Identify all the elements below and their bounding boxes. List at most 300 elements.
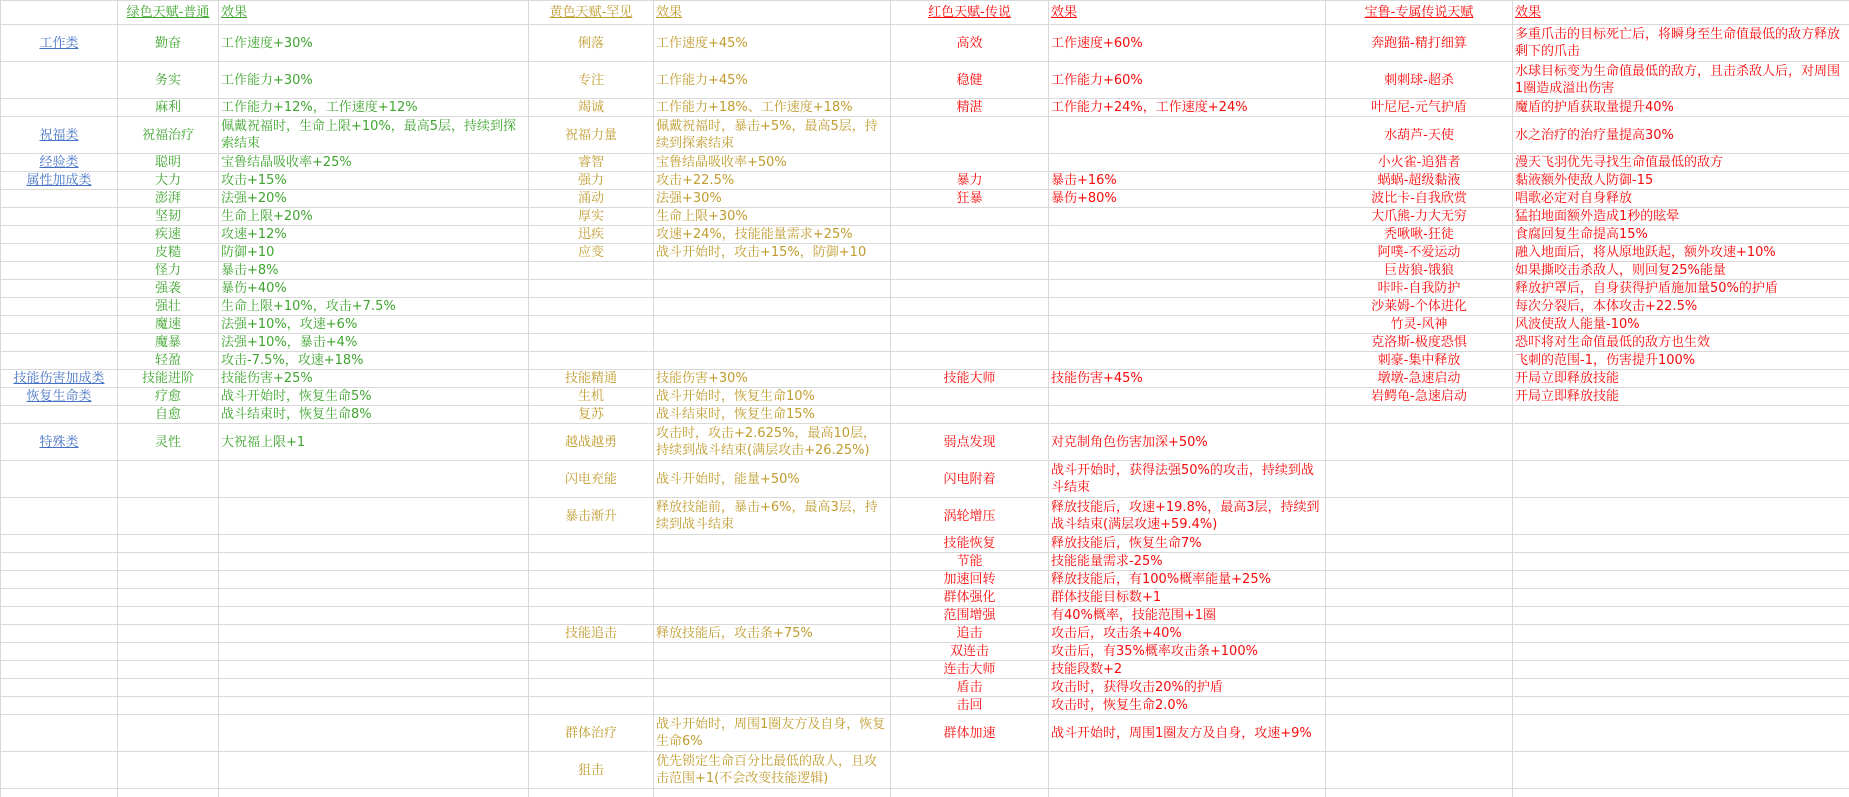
talent-effect-cell[interactable]: 技能伤害+30% xyxy=(654,370,891,388)
talent-effect-cell[interactable] xyxy=(219,535,529,553)
category-cell[interactable]: 经验类 xyxy=(1,154,118,172)
talent-effect-cell[interactable] xyxy=(1049,298,1326,316)
talent-effect-cell[interactable]: 漫天飞羽优先寻找生命值最低的敌方 xyxy=(1513,154,1849,172)
talent-effect-cell[interactable] xyxy=(1049,388,1326,406)
talent-name-cell[interactable]: 魔速 xyxy=(118,316,219,334)
talent-effect-cell[interactable]: 生命上限+20% xyxy=(219,208,529,226)
talent-name-cell[interactable] xyxy=(1326,643,1513,661)
talent-name-cell[interactable]: 技能进阶 xyxy=(118,370,219,388)
talent-effect-cell[interactable]: 宝鲁结晶吸收率+25% xyxy=(219,154,529,172)
talent-effect-cell[interactable] xyxy=(1513,789,1849,797)
talent-effect-cell[interactable] xyxy=(654,316,891,334)
talent-effect-cell[interactable]: 攻击+15% xyxy=(219,172,529,190)
talent-effect-cell[interactable]: 工作能力+12%，工作速度+12% xyxy=(219,99,529,117)
talent-name-cell[interactable] xyxy=(1326,697,1513,715)
corner-header-cell[interactable] xyxy=(1,1,118,25)
talent-effect-cell[interactable] xyxy=(1513,406,1849,424)
talent-name-cell[interactable]: 狂暴 xyxy=(891,190,1049,208)
talent-effect-cell[interactable] xyxy=(654,589,891,607)
talent-effect-cell[interactable]: 战斗开始时，恢复生命10% xyxy=(654,388,891,406)
talent-name-cell[interactable]: 秃啾啾-狂徒 xyxy=(1326,226,1513,244)
talent-effect-cell[interactable] xyxy=(654,535,891,553)
talent-name-cell[interactable] xyxy=(1326,589,1513,607)
talent-name-cell[interactable]: 群体加速 xyxy=(891,715,1049,752)
talent-effect-cell[interactable] xyxy=(654,679,891,697)
talent-effect-cell[interactable]: 法强+30% xyxy=(654,190,891,208)
talent-name-cell[interactable]: 疾速 xyxy=(118,226,219,244)
category-cell[interactable] xyxy=(1,461,118,498)
talent-effect-cell[interactable]: 技能能量需求-25% xyxy=(1049,553,1326,571)
talent-effect-cell[interactable]: 优先锁定生命百分比最低的敌人，且攻击范围+1(不会改变技能逻辑) xyxy=(654,752,891,789)
talent-name-cell[interactable]: 应变 xyxy=(529,244,654,262)
category-cell[interactable] xyxy=(1,498,118,535)
talent-name-cell[interactable]: 波比卡-自我欣赏 xyxy=(1326,190,1513,208)
talent-name-cell[interactable]: 轻盈 xyxy=(118,352,219,370)
talent-name-cell[interactable]: 沙莱姆-个体进化 xyxy=(1326,298,1513,316)
talent-name-cell[interactable] xyxy=(529,643,654,661)
talent-effect-cell[interactable] xyxy=(1049,789,1326,797)
talent-effect-cell[interactable] xyxy=(1513,553,1849,571)
talent-name-cell[interactable] xyxy=(891,226,1049,244)
talent-effect-cell[interactable]: 工作速度+45% xyxy=(654,25,891,62)
talent-name-cell[interactable]: 暴力 xyxy=(891,172,1049,190)
talent-name-cell[interactable]: 强力 xyxy=(529,172,654,190)
talent-name-cell[interactable] xyxy=(891,388,1049,406)
column-header-cell[interactable]: 红色天赋-传说 xyxy=(891,1,1049,25)
talent-name-cell[interactable] xyxy=(891,280,1049,298)
talent-name-cell[interactable] xyxy=(1326,571,1513,589)
talent-name-cell[interactable] xyxy=(891,208,1049,226)
talent-name-cell[interactable] xyxy=(891,334,1049,352)
talent-effect-cell[interactable]: 魔盾的护盾获取量提升40% xyxy=(1513,99,1849,117)
talent-effect-cell[interactable]: 攻速+24%，技能能量需求+25% xyxy=(654,226,891,244)
talent-name-cell[interactable] xyxy=(118,589,219,607)
talent-effect-cell[interactable] xyxy=(654,262,891,280)
talent-name-cell[interactable]: 睿智 xyxy=(529,154,654,172)
talent-effect-cell[interactable] xyxy=(1049,117,1326,154)
column-header-cell[interactable]: 绿色天赋-普通 xyxy=(118,1,219,25)
talent-effect-cell[interactable] xyxy=(654,697,891,715)
talent-name-cell[interactable] xyxy=(529,280,654,298)
column-header-cell[interactable]: 效果 xyxy=(219,1,529,25)
talent-name-cell[interactable]: 复苏 xyxy=(529,406,654,424)
talent-name-cell[interactable] xyxy=(891,244,1049,262)
talent-name-cell[interactable] xyxy=(529,571,654,589)
talent-name-cell[interactable]: 怪力 xyxy=(118,262,219,280)
category-cell[interactable] xyxy=(1,99,118,117)
talent-effect-cell[interactable]: 攻击+22.5% xyxy=(654,172,891,190)
category-cell[interactable] xyxy=(1,697,118,715)
talent-effect-cell[interactable]: 飞刺的范围-1，伤害提升100% xyxy=(1513,352,1849,370)
talent-name-cell[interactable] xyxy=(891,352,1049,370)
talent-name-cell[interactable] xyxy=(891,298,1049,316)
talent-effect-cell[interactable]: 战斗结束时，恢复生命8% xyxy=(219,406,529,424)
talent-name-cell[interactable] xyxy=(1326,461,1513,498)
column-header-cell[interactable]: 宝鲁-专属传说天赋 xyxy=(1326,1,1513,25)
column-header-cell[interactable]: 效果 xyxy=(1513,1,1849,25)
talent-effect-cell[interactable]: 法强+10%，攻速+6% xyxy=(219,316,529,334)
talent-name-cell[interactable]: 击回 xyxy=(891,697,1049,715)
talent-effect-cell[interactable]: 攻击-7.5%，攻速+18% xyxy=(219,352,529,370)
category-cell[interactable] xyxy=(1,262,118,280)
talent-name-cell[interactable]: 水葫芦-天使 xyxy=(1326,117,1513,154)
talent-name-cell[interactable] xyxy=(891,262,1049,280)
talent-name-cell[interactable]: 大爪熊-力大无穷 xyxy=(1326,208,1513,226)
talent-effect-cell[interactable]: 如果撕咬击杀敌人，则回复25%能量 xyxy=(1513,262,1849,280)
talent-effect-cell[interactable]: 水之治疗的治疗量提高30% xyxy=(1513,117,1849,154)
talent-name-cell[interactable]: 加速回转 xyxy=(891,571,1049,589)
talent-effect-cell[interactable] xyxy=(1049,752,1326,789)
talent-effect-cell[interactable]: 唱歌必定对自身释放 xyxy=(1513,190,1849,208)
talent-effect-cell[interactable]: 融入地面后，将从原地跃起，额外攻速+10% xyxy=(1513,244,1849,262)
talent-effect-cell[interactable] xyxy=(1513,424,1849,461)
talent-effect-cell[interactable] xyxy=(219,589,529,607)
talent-name-cell[interactable] xyxy=(118,535,219,553)
talent-effect-cell[interactable] xyxy=(1049,262,1326,280)
talent-name-cell[interactable]: 弱点发现 xyxy=(891,424,1049,461)
talent-effect-cell[interactable] xyxy=(1513,535,1849,553)
category-cell[interactable] xyxy=(1,535,118,553)
talent-effect-cell[interactable] xyxy=(219,553,529,571)
talent-name-cell[interactable]: 灵性 xyxy=(118,424,219,461)
talent-name-cell[interactable]: 连击大师 xyxy=(891,661,1049,679)
talent-effect-cell[interactable] xyxy=(1513,679,1849,697)
talent-effect-cell[interactable] xyxy=(1513,571,1849,589)
talent-effect-cell[interactable]: 每次分裂后，本体攻击+22.5% xyxy=(1513,298,1849,316)
talent-name-cell[interactable] xyxy=(1326,789,1513,797)
talent-name-cell[interactable]: 魔暴 xyxy=(118,334,219,352)
talent-effect-cell[interactable]: 工作能力+45% xyxy=(654,62,891,99)
talent-name-cell[interactable]: 克洛斯-极度恐惧 xyxy=(1326,334,1513,352)
talent-effect-cell[interactable]: 风波使敌人能量-10% xyxy=(1513,316,1849,334)
talent-effect-cell[interactable] xyxy=(1049,208,1326,226)
talent-effect-cell[interactable]: 战斗开始时，周围1圈友方及自身，恢复生命6% xyxy=(654,715,891,752)
category-cell[interactable]: 技能伤害加成类 xyxy=(1,370,118,388)
talent-name-cell[interactable]: 小火雀-追猎者 xyxy=(1326,154,1513,172)
talent-name-cell[interactable] xyxy=(529,661,654,679)
talent-effect-cell[interactable]: 水球目标变为生命值最低的敌方，且击杀敌人后，对周围1圈造成溢出伤害 xyxy=(1513,62,1849,99)
category-cell[interactable] xyxy=(1,190,118,208)
talent-name-cell[interactable]: 强袭 xyxy=(118,280,219,298)
talent-name-cell[interactable] xyxy=(1326,661,1513,679)
column-header-cell[interactable]: 黄色天赋-罕见 xyxy=(529,1,654,25)
talent-effect-cell[interactable]: 攻击时，获得攻击20%的护盾 xyxy=(1049,679,1326,697)
talent-name-cell[interactable] xyxy=(891,316,1049,334)
talent-name-cell[interactable]: 涌动 xyxy=(529,190,654,208)
talent-name-cell[interactable]: 越战越勇 xyxy=(529,424,654,461)
talent-effect-cell[interactable]: 工作速度+30% xyxy=(219,25,529,62)
talent-effect-cell[interactable] xyxy=(654,607,891,625)
talent-effect-cell[interactable]: 战斗开始时，攻击+15%，防御+10 xyxy=(654,244,891,262)
talent-name-cell[interactable] xyxy=(529,789,654,797)
talent-effect-cell[interactable]: 释放技能后，攻速+19.8%，最高3层，持续到战斗结束(满层攻速+59.4%) xyxy=(1049,498,1326,535)
talent-name-cell[interactable]: 迅疾 xyxy=(529,226,654,244)
talent-name-cell[interactable] xyxy=(118,752,219,789)
talent-effect-cell[interactable]: 黏液额外使敌人防御-15 xyxy=(1513,172,1849,190)
talent-name-cell[interactable] xyxy=(1326,625,1513,643)
category-cell[interactable] xyxy=(1,208,118,226)
talent-name-cell[interactable] xyxy=(1326,424,1513,461)
talent-effect-cell[interactable]: 攻击后，有35%概率攻击条+100% xyxy=(1049,643,1326,661)
talent-effect-cell[interactable]: 工作能力+24%，工作速度+24% xyxy=(1049,99,1326,117)
column-header-cell[interactable]: 效果 xyxy=(1049,1,1326,25)
category-cell[interactable] xyxy=(1,406,118,424)
talent-effect-cell[interactable]: 宝鲁结晶吸收率+50% xyxy=(654,154,891,172)
talent-effect-cell[interactable]: 暴击+8% xyxy=(219,262,529,280)
talent-name-cell[interactable]: 竭诚 xyxy=(529,99,654,117)
talent-name-cell[interactable] xyxy=(529,316,654,334)
talent-effect-cell[interactable] xyxy=(219,643,529,661)
talent-effect-cell[interactable]: 暴伤+40% xyxy=(219,280,529,298)
talent-effect-cell[interactable] xyxy=(1513,715,1849,752)
talent-name-cell[interactable] xyxy=(118,697,219,715)
talent-name-cell[interactable]: 巨齿狼-饿狼 xyxy=(1326,262,1513,280)
talent-effect-cell[interactable]: 恐吓将对生命值最低的敌方也生效 xyxy=(1513,334,1849,352)
talent-effect-cell[interactable]: 攻击时，攻击+2.625%，最高10层，持续到战斗结束(满层攻击+26.25%) xyxy=(654,424,891,461)
talent-name-cell[interactable]: 高效 xyxy=(891,25,1049,62)
category-cell[interactable] xyxy=(1,571,118,589)
talent-name-cell[interactable]: 墩墩-急速启动 xyxy=(1326,370,1513,388)
talent-name-cell[interactable]: 务实 xyxy=(118,62,219,99)
talent-effect-cell[interactable] xyxy=(219,715,529,752)
talent-effect-cell[interactable]: 佩戴祝福时，生命上限+10%，最高5层，持续到探索结束 xyxy=(219,117,529,154)
talent-name-cell[interactable] xyxy=(118,789,219,797)
talent-effect-cell[interactable]: 暴击+16% xyxy=(1049,172,1326,190)
category-cell[interactable] xyxy=(1,661,118,679)
talent-effect-cell[interactable] xyxy=(1513,498,1849,535)
category-cell[interactable]: 属性加成类 xyxy=(1,172,118,190)
category-cell[interactable]: 恢复生命类 xyxy=(1,388,118,406)
category-cell[interactable] xyxy=(1,316,118,334)
talent-effect-cell[interactable]: 攻速+12% xyxy=(219,226,529,244)
talent-effect-cell[interactable]: 生命上限+10%，攻击+7.5% xyxy=(219,298,529,316)
talent-effect-cell[interactable]: 佩戴祝福时，暴击+5%，最高5层，持续到探索结束 xyxy=(654,117,891,154)
talent-effect-cell[interactable]: 战斗开始时，周围1圈友方及自身，攻速+9% xyxy=(1049,715,1326,752)
talent-effect-cell[interactable]: 法强+10%，暴击+4% xyxy=(219,334,529,352)
talent-effect-cell[interactable]: 技能伤害+25% xyxy=(219,370,529,388)
talent-name-cell[interactable]: 群体治疗 xyxy=(529,715,654,752)
talent-effect-cell[interactable]: 开局立即释放技能 xyxy=(1513,388,1849,406)
talent-name-cell[interactable]: 厚实 xyxy=(529,208,654,226)
category-cell[interactable]: 特殊类 xyxy=(1,424,118,461)
category-cell[interactable] xyxy=(1,715,118,752)
talent-name-cell[interactable] xyxy=(1326,752,1513,789)
talent-effect-cell[interactable] xyxy=(1049,406,1326,424)
talent-name-cell[interactable]: 竹灵-风神 xyxy=(1326,316,1513,334)
talent-effect-cell[interactable]: 有40%概率，技能范围+1圈 xyxy=(1049,607,1326,625)
talent-effect-cell[interactable]: 释放技能后，有100%概率能量+25% xyxy=(1049,571,1326,589)
talent-name-cell[interactable]: 大力 xyxy=(118,172,219,190)
talent-effect-cell[interactable] xyxy=(1513,697,1849,715)
talent-name-cell[interactable] xyxy=(529,352,654,370)
talent-name-cell[interactable] xyxy=(118,498,219,535)
talent-effect-cell[interactable] xyxy=(1513,643,1849,661)
talent-effect-cell[interactable]: 开局立即释放技能 xyxy=(1513,370,1849,388)
talent-name-cell[interactable] xyxy=(1326,679,1513,697)
talent-effect-cell[interactable]: 对克制角色伤害加深+50% xyxy=(1049,424,1326,461)
talent-name-cell[interactable]: 闪电附着 xyxy=(891,461,1049,498)
talent-name-cell[interactable]: 专注 xyxy=(529,62,654,99)
talent-name-cell[interactable]: 刺刺球-超杀 xyxy=(1326,62,1513,99)
talent-name-cell[interactable]: 澎湃 xyxy=(118,190,219,208)
category-cell[interactable] xyxy=(1,244,118,262)
talent-effect-cell[interactable]: 攻击时，恢复生命2.0% xyxy=(1049,697,1326,715)
talent-name-cell[interactable]: 狙击 xyxy=(529,752,654,789)
talent-name-cell[interactable]: 技能精通 xyxy=(529,370,654,388)
category-cell[interactable] xyxy=(1,607,118,625)
talent-name-cell[interactable] xyxy=(891,406,1049,424)
talent-name-cell[interactable]: 稳健 xyxy=(891,62,1049,99)
talent-name-cell[interactable] xyxy=(1326,715,1513,752)
talent-effect-cell[interactable] xyxy=(1049,154,1326,172)
talent-name-cell[interactable]: 俐落 xyxy=(529,25,654,62)
talent-effect-cell[interactable] xyxy=(1049,280,1326,298)
talent-name-cell[interactable]: 群体强化 xyxy=(891,589,1049,607)
talent-name-cell[interactable]: 技能恢复 xyxy=(891,535,1049,553)
talent-name-cell[interactable] xyxy=(529,262,654,280)
talent-effect-cell[interactable]: 多重爪击的目标死亡后，将瞬身至生命值最低的敌方释放剩下的爪击 xyxy=(1513,25,1849,62)
talent-name-cell[interactable]: 追击 xyxy=(891,625,1049,643)
talent-name-cell[interactable] xyxy=(118,625,219,643)
category-cell[interactable] xyxy=(1,226,118,244)
talent-effect-cell[interactable] xyxy=(219,661,529,679)
talent-name-cell[interactable]: 节能 xyxy=(891,553,1049,571)
talent-effect-cell[interactable] xyxy=(654,571,891,589)
category-cell[interactable] xyxy=(1,752,118,789)
talent-effect-cell[interactable]: 技能伤害+45% xyxy=(1049,370,1326,388)
talent-name-cell[interactable] xyxy=(118,679,219,697)
talent-name-cell[interactable]: 阿噗-不爱运动 xyxy=(1326,244,1513,262)
talent-name-cell[interactable] xyxy=(1326,607,1513,625)
talent-effect-cell[interactable]: 释放技能后，恢复生命7% xyxy=(1049,535,1326,553)
talent-name-cell[interactable] xyxy=(1326,498,1513,535)
talent-effect-cell[interactable] xyxy=(219,697,529,715)
talent-effect-cell[interactable]: 生命上限+30% xyxy=(654,208,891,226)
category-cell[interactable] xyxy=(1,280,118,298)
talent-name-cell[interactable]: 闪电充能 xyxy=(529,461,654,498)
talent-effect-cell[interactable] xyxy=(219,789,529,797)
talent-name-cell[interactable]: 咔咔-自我防护 xyxy=(1326,280,1513,298)
talent-effect-cell[interactable] xyxy=(219,461,529,498)
talent-effect-cell[interactable] xyxy=(219,571,529,589)
talent-effect-cell[interactable]: 技能段数+2 xyxy=(1049,661,1326,679)
talent-name-cell[interactable]: 祝福力量 xyxy=(529,117,654,154)
talent-name-cell[interactable]: 涡轮增压 xyxy=(891,498,1049,535)
talent-name-cell[interactable]: 祝福治疗 xyxy=(118,117,219,154)
talent-effect-cell[interactable] xyxy=(654,280,891,298)
category-cell[interactable] xyxy=(1,553,118,571)
talent-effect-cell[interactable]: 工作能力+60% xyxy=(1049,62,1326,99)
talent-name-cell[interactable]: 暴击渐升 xyxy=(529,498,654,535)
talent-effect-cell[interactable] xyxy=(1049,244,1326,262)
talent-name-cell[interactable]: 奔跑猫-精打细算 xyxy=(1326,25,1513,62)
talent-name-cell[interactable] xyxy=(529,679,654,697)
talent-name-cell[interactable]: 岩鳄龟-急速启动 xyxy=(1326,388,1513,406)
talent-effect-cell[interactable] xyxy=(654,661,891,679)
talent-effect-cell[interactable] xyxy=(219,498,529,535)
talent-name-cell[interactable]: 疗愈 xyxy=(118,388,219,406)
talent-name-cell[interactable] xyxy=(529,553,654,571)
talent-name-cell[interactable]: 范围增强 xyxy=(891,607,1049,625)
talent-effect-cell[interactable] xyxy=(1049,316,1326,334)
talent-effect-cell[interactable] xyxy=(219,625,529,643)
talent-name-cell[interactable]: 精湛 xyxy=(891,99,1049,117)
talent-name-cell[interactable] xyxy=(118,461,219,498)
talent-effect-cell[interactable] xyxy=(219,752,529,789)
talent-name-cell[interactable] xyxy=(1326,406,1513,424)
column-header-cell[interactable]: 效果 xyxy=(654,1,891,25)
category-cell[interactable]: 工作类 xyxy=(1,25,118,62)
talent-effect-cell[interactable]: 工作能力+18%、工作速度+18% xyxy=(654,99,891,117)
talent-name-cell[interactable] xyxy=(529,334,654,352)
talent-effect-cell[interactable]: 猛拍地面额外造成1秒的眩晕 xyxy=(1513,208,1849,226)
talent-name-cell[interactable] xyxy=(529,298,654,316)
talent-effect-cell[interactable]: 释放技能后，攻击条+75% xyxy=(654,625,891,643)
talent-name-cell[interactable]: 技能大师 xyxy=(891,370,1049,388)
talent-name-cell[interactable] xyxy=(529,607,654,625)
talent-effect-cell[interactable]: 法强+20% xyxy=(219,190,529,208)
talent-name-cell[interactable]: 刺豪-集中释放 xyxy=(1326,352,1513,370)
talent-name-cell[interactable]: 生机 xyxy=(529,388,654,406)
talent-name-cell[interactable] xyxy=(529,589,654,607)
talent-name-cell[interactable] xyxy=(891,752,1049,789)
talent-name-cell[interactable]: 技能追击 xyxy=(529,625,654,643)
talent-name-cell[interactable] xyxy=(118,607,219,625)
talent-name-cell[interactable]: 麻利 xyxy=(118,99,219,117)
talent-name-cell[interactable]: 聪明 xyxy=(118,154,219,172)
talent-effect-cell[interactable] xyxy=(1513,461,1849,498)
talent-effect-cell[interactable] xyxy=(219,607,529,625)
category-cell[interactable] xyxy=(1,334,118,352)
talent-effect-cell[interactable] xyxy=(654,553,891,571)
talent-name-cell[interactable] xyxy=(891,154,1049,172)
talent-effect-cell[interactable]: 大祝福上限+1 xyxy=(219,424,529,461)
talent-name-cell[interactable]: 盾击 xyxy=(891,679,1049,697)
talent-effect-cell[interactable]: 工作速度+60% xyxy=(1049,25,1326,62)
talent-name-cell[interactable]: 自愈 xyxy=(118,406,219,424)
talent-effect-cell[interactable]: 释放技能前，暴击+6%，最高3层，持续到战斗结束 xyxy=(654,498,891,535)
talent-name-cell[interactable] xyxy=(891,789,1049,797)
talent-name-cell[interactable]: 双连击 xyxy=(891,643,1049,661)
category-cell[interactable] xyxy=(1,589,118,607)
talent-effect-cell[interactable]: 食腐回复生命提高15% xyxy=(1513,226,1849,244)
category-cell[interactable] xyxy=(1,298,118,316)
talent-name-cell[interactable] xyxy=(529,697,654,715)
talent-effect-cell[interactable]: 暴伤+80% xyxy=(1049,190,1326,208)
talent-effect-cell[interactable] xyxy=(1049,352,1326,370)
category-cell[interactable] xyxy=(1,679,118,697)
talent-effect-cell[interactable] xyxy=(1513,625,1849,643)
category-cell[interactable] xyxy=(1,789,118,797)
talent-effect-cell[interactable]: 战斗结束时，恢复生命15% xyxy=(654,406,891,424)
talent-effect-cell[interactable]: 战斗开始时，能量+50% xyxy=(654,461,891,498)
talent-name-cell[interactable] xyxy=(118,715,219,752)
talent-effect-cell[interactable] xyxy=(1049,226,1326,244)
talent-name-cell[interactable]: 叶尼尼-元气护盾 xyxy=(1326,99,1513,117)
talent-effect-cell[interactable] xyxy=(1513,589,1849,607)
category-cell[interactable] xyxy=(1,643,118,661)
talent-effect-cell[interactable]: 释放护罩后，自身获得护盾施加量50%的护盾 xyxy=(1513,280,1849,298)
talent-effect-cell[interactable]: 工作能力+30% xyxy=(219,62,529,99)
talent-name-cell[interactable]: 蜗蜗-超级黏液 xyxy=(1326,172,1513,190)
category-cell[interactable] xyxy=(1,62,118,99)
talent-name-cell[interactable]: 勤奋 xyxy=(118,25,219,62)
talent-name-cell[interactable]: 强壮 xyxy=(118,298,219,316)
talent-effect-cell[interactable]: 攻击后，攻击条+40% xyxy=(1049,625,1326,643)
talent-effect-cell[interactable] xyxy=(654,643,891,661)
category-cell[interactable] xyxy=(1,352,118,370)
talent-name-cell[interactable] xyxy=(118,571,219,589)
